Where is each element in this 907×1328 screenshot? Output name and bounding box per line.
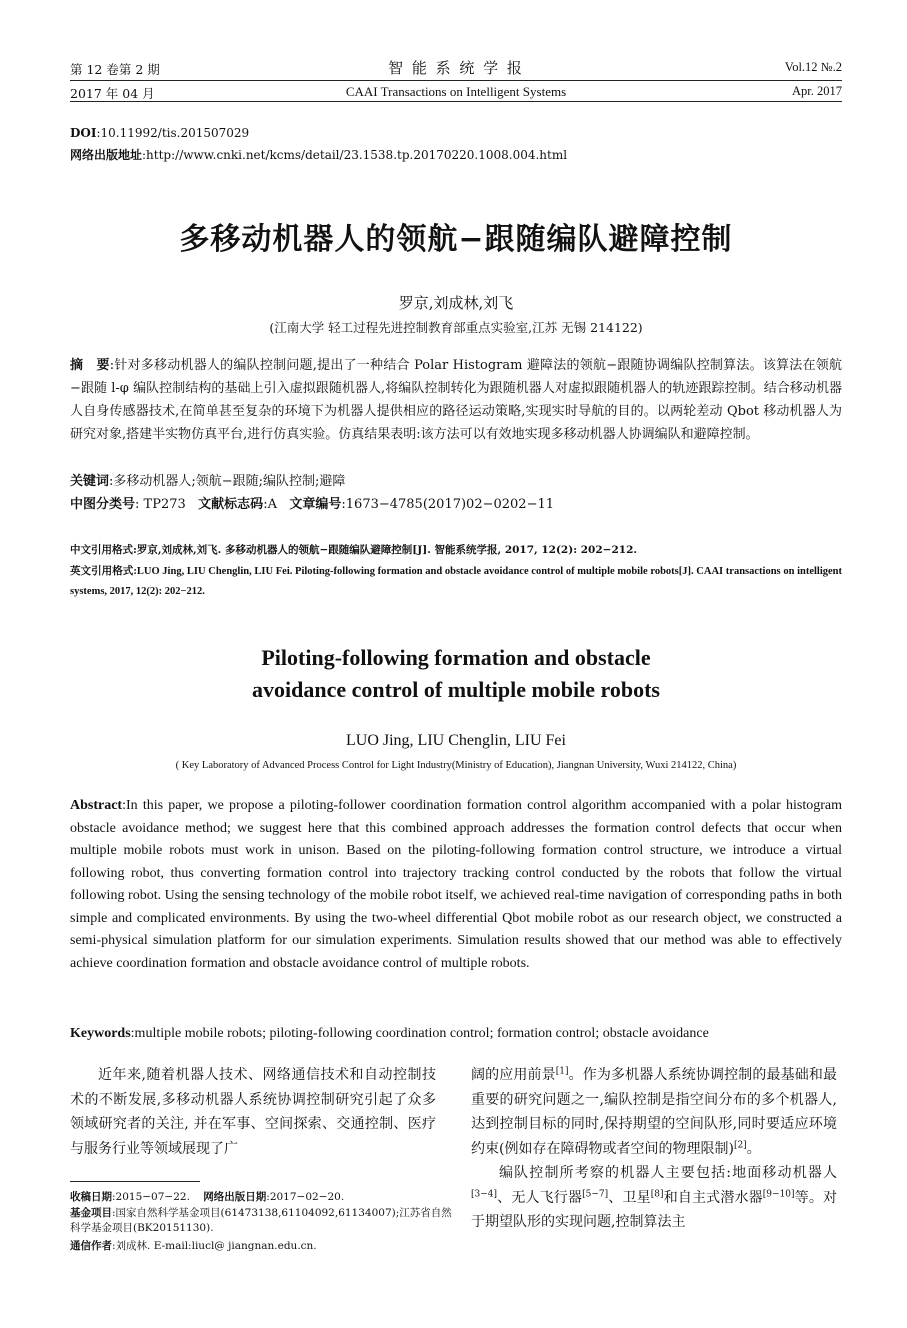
citation-en (70, 562, 842, 602)
page-title-en-line2: avoidance control of multiple mobile robots (251, 677, 660, 702)
keywords-cn-text: :多移动机器人;领航−跟随;编队控制;避障 (109, 474, 346, 489)
authors-cn: 罗京,刘成林,刘飞 (398, 294, 514, 312)
abstract-cn-label: 摘 要 (70, 358, 110, 373)
footnote-rule (70, 1181, 200, 1182)
body-text: 等。对于期望队形的实现问题,控制算法主 (471, 1189, 838, 1230)
volume-issue: 第 12 卷第 2 期 (70, 62, 160, 77)
received-date-label: 收稿日期 (70, 1191, 112, 1203)
reference-marker: [9−10] (762, 1188, 795, 1199)
online-date-value: :2017−02−20. (266, 1191, 345, 1203)
page-title-en (70, 642, 842, 706)
journal-name-cn: 智 能 系 统 学 报 (388, 59, 524, 77)
citation-cn (70, 540, 842, 560)
abstract-cn (70, 354, 842, 446)
article-number-value: :1673−4785(2017)02−0202−11 (341, 497, 555, 512)
body-text: 。作为多机器人系统协调控制的最基础和最重要的研究问题之一,编队控制是指空间分布的多个机器人,达到控制目标的同时,保持期望的空间队形,同时要适应环境约束(例如存在障碍物或者空间的物理限制) (471, 1067, 838, 1157)
affiliation-en: ( Key Laboratory of Advanced Process Control for Light Industry(Ministry of Education), Jiangnan University, Wuxi 214122, China) (175, 760, 737, 771)
citation-cn-text: :罗京,刘成林,刘飞. 多移动机器人的领航−跟随编队避障控制[J]. 智能系统学报, 2017, 12(2): 202−212. (133, 544, 638, 556)
abstract-en-label: Abstract (70, 798, 123, 813)
body-text: 、卫星 (608, 1189, 651, 1206)
authors-en: LUO Jing, LIU Chenglin, LIU Fei (346, 732, 566, 749)
classification-line (70, 493, 842, 516)
keywords-en-label: Keywords (70, 1026, 131, 1041)
body-text: 和自主式潜水器 (663, 1189, 763, 1206)
reference-marker: [1] (555, 1066, 569, 1077)
date-en: Apr. 2017 (792, 84, 842, 98)
page-title-cn: 多移动机器人的领航−跟随编队避障控制 (179, 222, 733, 257)
abstract-cn-text: :针对多移动机器人的编队控制问题,提出了一种结合 Polar Histogram 避障法的领航−跟随协调编队控制算法。该算法在领航−跟随 l-φ 编队控制结构的基础上引入虚拟跟随机器人,将编队控制转化为跟随机器人对虚拟跟随机器人的轨迹跟踪控制。结合移动机器人自身传感器技术,在简单甚至复杂的环境下为机器人提供相应的路径运动策略,实现实时导航的目的。以两轮差动 Qbot 移动机器人为研究对象,搭建半实物仿真平台,进行仿真实验。仿真结果表明:该方法可以有效地实现多移动机器人协调编队和避障控制。 (70, 358, 842, 442)
footnote-fund (70, 1206, 454, 1236)
body-text: 阔的应用前景 (471, 1067, 556, 1083)
body-right-paragraph-1 (471, 1063, 837, 1161)
header-rule (70, 101, 842, 102)
abstract-en (70, 795, 842, 975)
reference-marker: [8] (650, 1188, 664, 1199)
body-text: 编队控制所考察的机器人主要包括:地面移动机器人 (499, 1165, 837, 1181)
class-number-label: 中图分类号 (70, 497, 136, 512)
doi-label: DOI (70, 126, 97, 140)
doc-code-value: :A (263, 497, 277, 512)
reference-marker: [3−4] (471, 1188, 498, 1199)
fund-label: 基金项目 (70, 1207, 112, 1219)
citation-en-text: :LUO Jing, LIU Chenglin, LIU Fei. Piloting-following formation and obstacle avoidance control of multiple mobile robots[J]. CAAI transactions on intelligent systems, 2017, 12(2): 202−212. (70, 566, 843, 597)
keywords-en (70, 1023, 842, 1045)
keywords-cn-label: 关键词 (70, 474, 110, 489)
volume-number-en: Vol.12 №.2 (784, 60, 842, 74)
citation-en-label: 英文引用格式 (70, 566, 134, 577)
online-address-label: 网络出版地址 (70, 148, 143, 162)
doc-code-label: 文献标志码 (198, 497, 264, 512)
article-number-label: 文章编号 (289, 497, 342, 512)
online-address-line (70, 146, 842, 164)
reference-marker: [5−7] (582, 1188, 609, 1199)
body-text: 、无人飞行器 (497, 1189, 583, 1206)
journal-name-en: CAAI Transactions on Intelligent Systems (345, 84, 567, 99)
corresponding-author-label: 通信作者 (70, 1240, 112, 1252)
body-left-paragraph: 近年来,随着机器人技术、网络通信技术和自动控制技术的不断发展,多移动机器人系统协调控制研究引起了众多领域研究者的关注, 并在军事、空间探索、交通控制、医疗与服务行业等领域展现了广 (70, 1067, 436, 1157)
keywords-en-text: :multiple mobile robots; piloting-following coordination control; formation control; obstacle avoidance (130, 1026, 709, 1041)
page-title-en-line1: Piloting-following formation and obstacle (261, 645, 651, 670)
citation-cn-label: 中文引用格式 (70, 544, 133, 556)
affiliation-cn: (江南大学 轻工过程先进控制教育部重点实验室,江苏 无锡 214122) (269, 320, 643, 335)
header-rule-thin (70, 80, 842, 81)
reference-marker: [2] (733, 1139, 747, 1150)
online-address-value: :http://www.cnki.net/kcms/detail/23.1538.tp.20170220.1008.004.html (142, 148, 568, 162)
doi-line (70, 124, 842, 142)
body-right-paragraph-2 (471, 1161, 837, 1235)
class-number-value: : TP273 (135, 497, 186, 512)
online-date-label: 网络出版日期 (203, 1191, 267, 1203)
body-right-column (471, 1063, 837, 1235)
footnote-dates (70, 1190, 454, 1205)
footnote-author (70, 1239, 454, 1254)
corresponding-author-value: :刘成林. E-mail:liucl@ jiangnan.edu.cn. (112, 1240, 317, 1252)
abstract-en-text: :In this paper, we propose a piloting-follower coordination formation control algorithm accompanied with a polar histogram obstacle avoidance method; we suggest here that this combined approach addresses the formation control defects that occur when multiple mobile robots must work in unison. Based on the piloting-following formation control structure, we introduce a virtual following robot, thus converting formation control into trajectory tracking control conducted by the robots that follow the virtual following robot. Using the sensing technology of the mobile robot itself, we achieved real-time navigation of corresponding paths in both simple and complicated environments. By using the two-wheel differential Qbot mobile robot as our research object, we constructed a semi-physical simulation platform for our simulation experiments. Simulation results showed that our method was able to effectively achieve coordination formation and obstacle avoidance control of multiple robots. (70, 798, 842, 971)
doi-value: :10.11992/tis.201507029 (96, 126, 250, 140)
issue-date: 2017 年 04 月 (70, 86, 155, 101)
received-date-value: :2015−07−22. (112, 1191, 190, 1203)
body-text: 。 (746, 1140, 761, 1157)
fund-value: :国家自然科学基金项目(61473138,61104092,61134007);江苏省自然科学基金项目(BK20151130). (70, 1207, 452, 1234)
keywords-cn (70, 470, 842, 493)
